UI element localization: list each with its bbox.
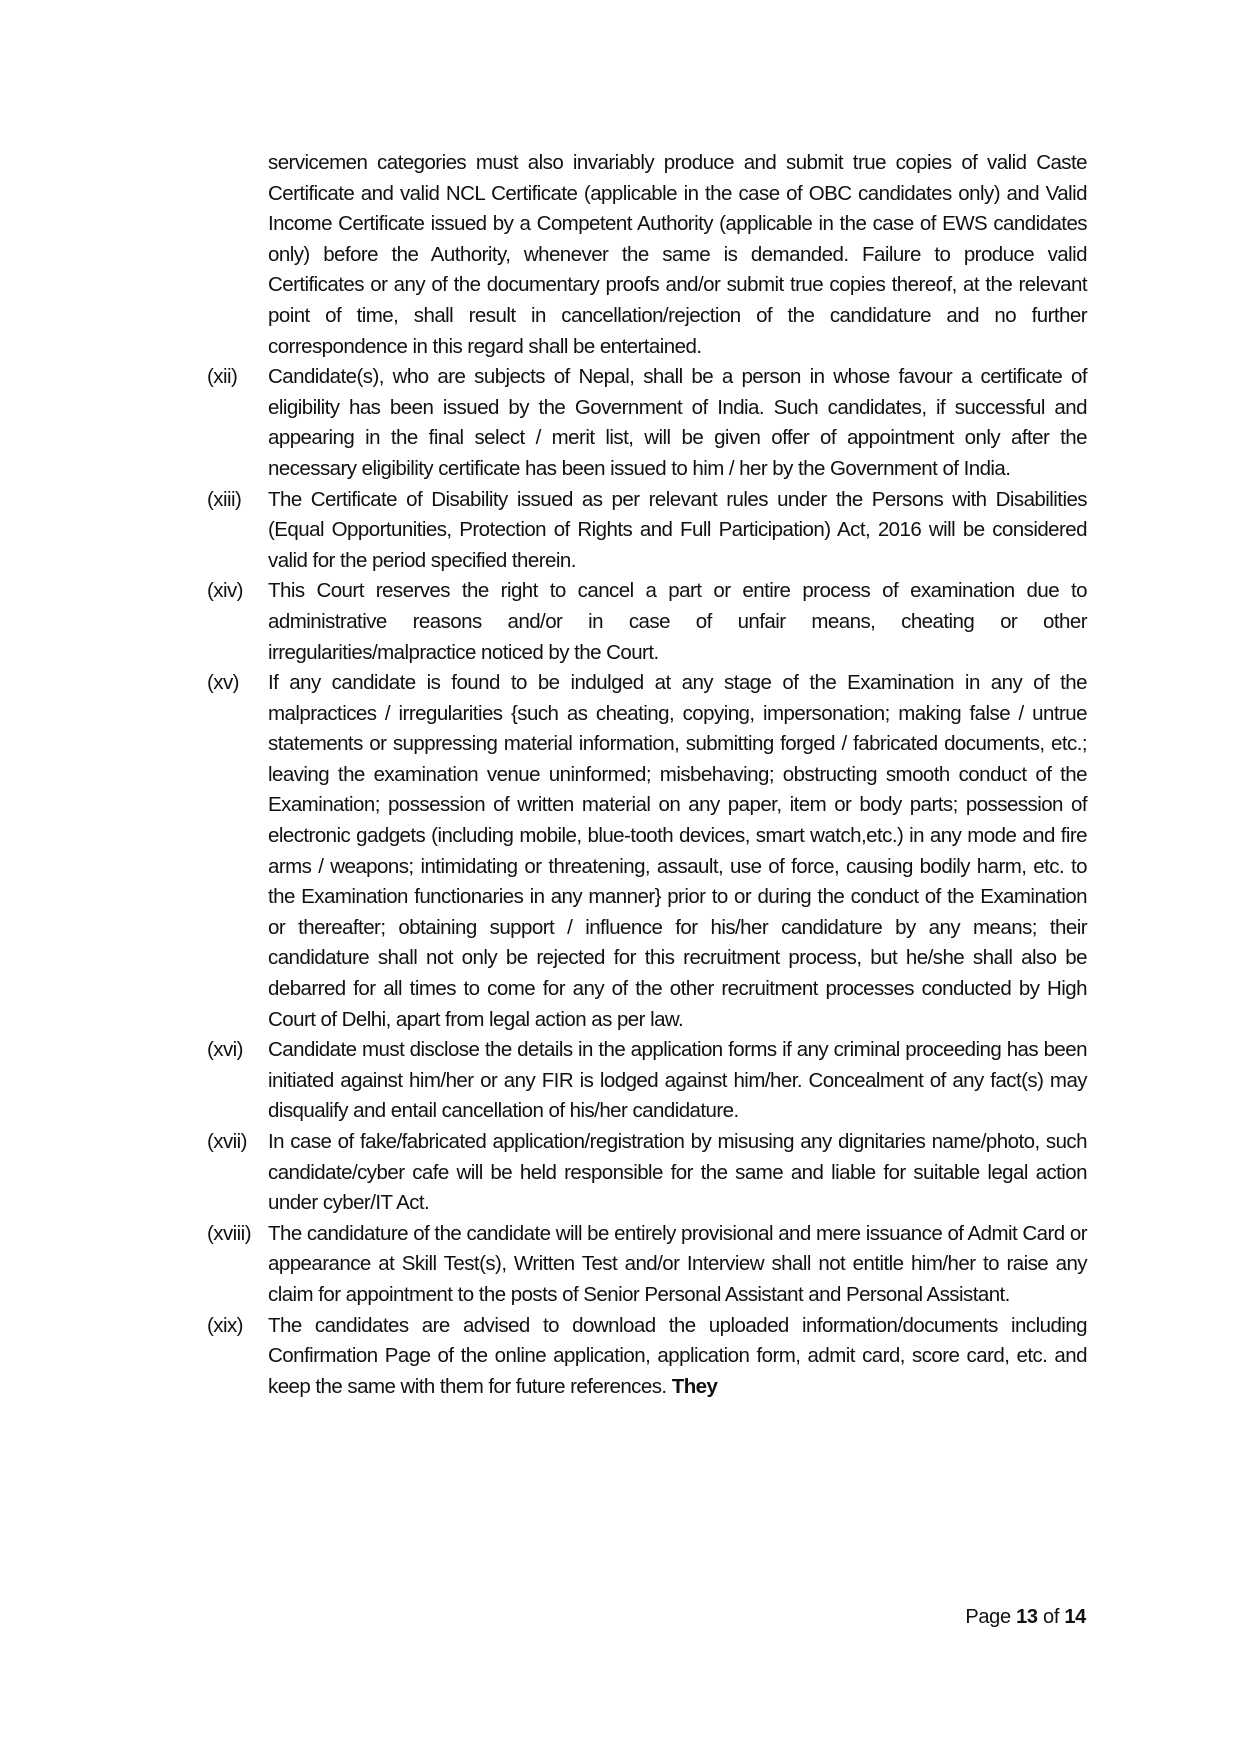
item-label: (xiii) — [207, 487, 242, 511]
list-item-xii — [207, 362, 1087, 484]
item-text: In case of fake/fabricated application/registration by misusing any dignitaries name/photo, such candidate/cyber cafe will be held responsible for the same and liable for suitable legal action under cyber/IT Act. — [268, 1130, 1087, 1215]
list-item-xiv — [207, 576, 1087, 668]
total-pages-number: 14 — [1064, 1606, 1086, 1628]
page-content — [207, 148, 1087, 1402]
page-word: Page — [965, 1606, 1017, 1628]
list-item-xv — [207, 668, 1087, 1035]
item-label: (xii) — [207, 365, 238, 389]
item-text: If any candidate is found to be indulged at any stage of the Examination in any of the malpractices / irregularities {such as cheating, copying, impersonation; making false / untrue statements or suppressing material information, submitting forged / fabricated documents, etc.; leaving the examination venue uninformed; misbehaving; obstructing smooth conduct of the Examination; possession of written material on any paper, item or body parts; possession of electronic gadgets (including mobile, blue-tooth devices, smart watch,etc.) in any mode and fire arms / weapons; intimidating or threatening, assault, use of force, causing bodily harm, etc. to the Examination functionaries in any manner} prior to or during the conduct of the Examination or thereafter; obtaining support / influence for his/her candidature by any means; their candidature shall not only be rejected for this recruitment process, but he/she shall also be debarred for all times to come for any of the other recruitment processes conducted by High Court of Delhi, apart from legal action as per law. — [268, 671, 1087, 1031]
current-page-number: 13 — [1016, 1606, 1038, 1628]
item-label: (xvi) — [207, 1038, 243, 1062]
item-text: Candidate must disclose the details in the application forms if any criminal proceeding has been initiated against him/her or any FIR is lodged against him/her. Concealment of any fact(s) may disqualify and entail cancellation of his/her candidature. — [268, 1038, 1087, 1123]
item-text-bold: They — [671, 1374, 718, 1398]
page-number-footer — [965, 1606, 1086, 1629]
list-item-xiii — [207, 485, 1087, 577]
item-text: Candidate(s), who are subjects of Nepal, shall be a person in whose favour a certificate of eligibility has been issued by the Government of India. Such candidates, if successful and appearing in the final select / merit list, will be given offer of appointment only after the necessary eligibility certificate has been issued to him / her by the Government of India. — [268, 365, 1087, 480]
item-text: This Court reserves the right to cancel a part or entire process of examination due to administrative reasons and/or in case of unfair means, cheating or other irregularities/malpractice noticed by the Court. — [268, 579, 1087, 664]
item-label: (xiv) — [207, 579, 243, 603]
item-text: The candidature of the candidate will be entirely provisional and mere issuance of Admit Card or appearance at Skill Test(s), Written Test and/or Interview shall not entitle him/her to raise any claim for appointment to the posts of Senior Personal Assistant and Personal Assistant. — [268, 1221, 1087, 1306]
item-label: (xvii) — [207, 1130, 247, 1153]
list-item-xvi — [207, 1035, 1087, 1127]
item-label: (xv) — [207, 671, 239, 695]
list-item-xviii — [207, 1219, 1087, 1311]
item-label: (xix) — [207, 1313, 243, 1337]
intro-paragraph: servicemen categories must also invariably produce and submit true copies of valid Caste Certificate and valid NCL Certificate (applicable in the case of OBC candidates only) and Valid Income Certificate issued by a Competent Authority (applicable in the case of EWS candidates only) before the Authority, whenever the same is demanded. Failure to produce valid Certificates or any of the documentary proofs and/or submit true copies thereof, at the relevant point of time, shall result in cancellation/rejection of the candidature and no further correspondence in this regard shall be entertained. — [268, 151, 1087, 358]
of-word: of — [1037, 1606, 1065, 1628]
item-text: The Certificate of Disability issued as per relevant rules under the Persons with Disabilities (Equal Opportunities, Protection of Rights and Full Participation) Act, 2016 will be considered valid for the period specified therein. — [268, 487, 1087, 572]
list-item-xvii — [207, 1127, 1087, 1219]
item-text: The candidates are advised to download the uploaded information/documents including Confirmation Page of the online application, application form, admit card, score card, etc. and keep the same with them for future references. — [268, 1313, 1087, 1398]
item-label: (xviii) — [207, 1221, 251, 1245]
item-text-container — [268, 1311, 1087, 1403]
list-item-xix — [207, 1311, 1087, 1403]
